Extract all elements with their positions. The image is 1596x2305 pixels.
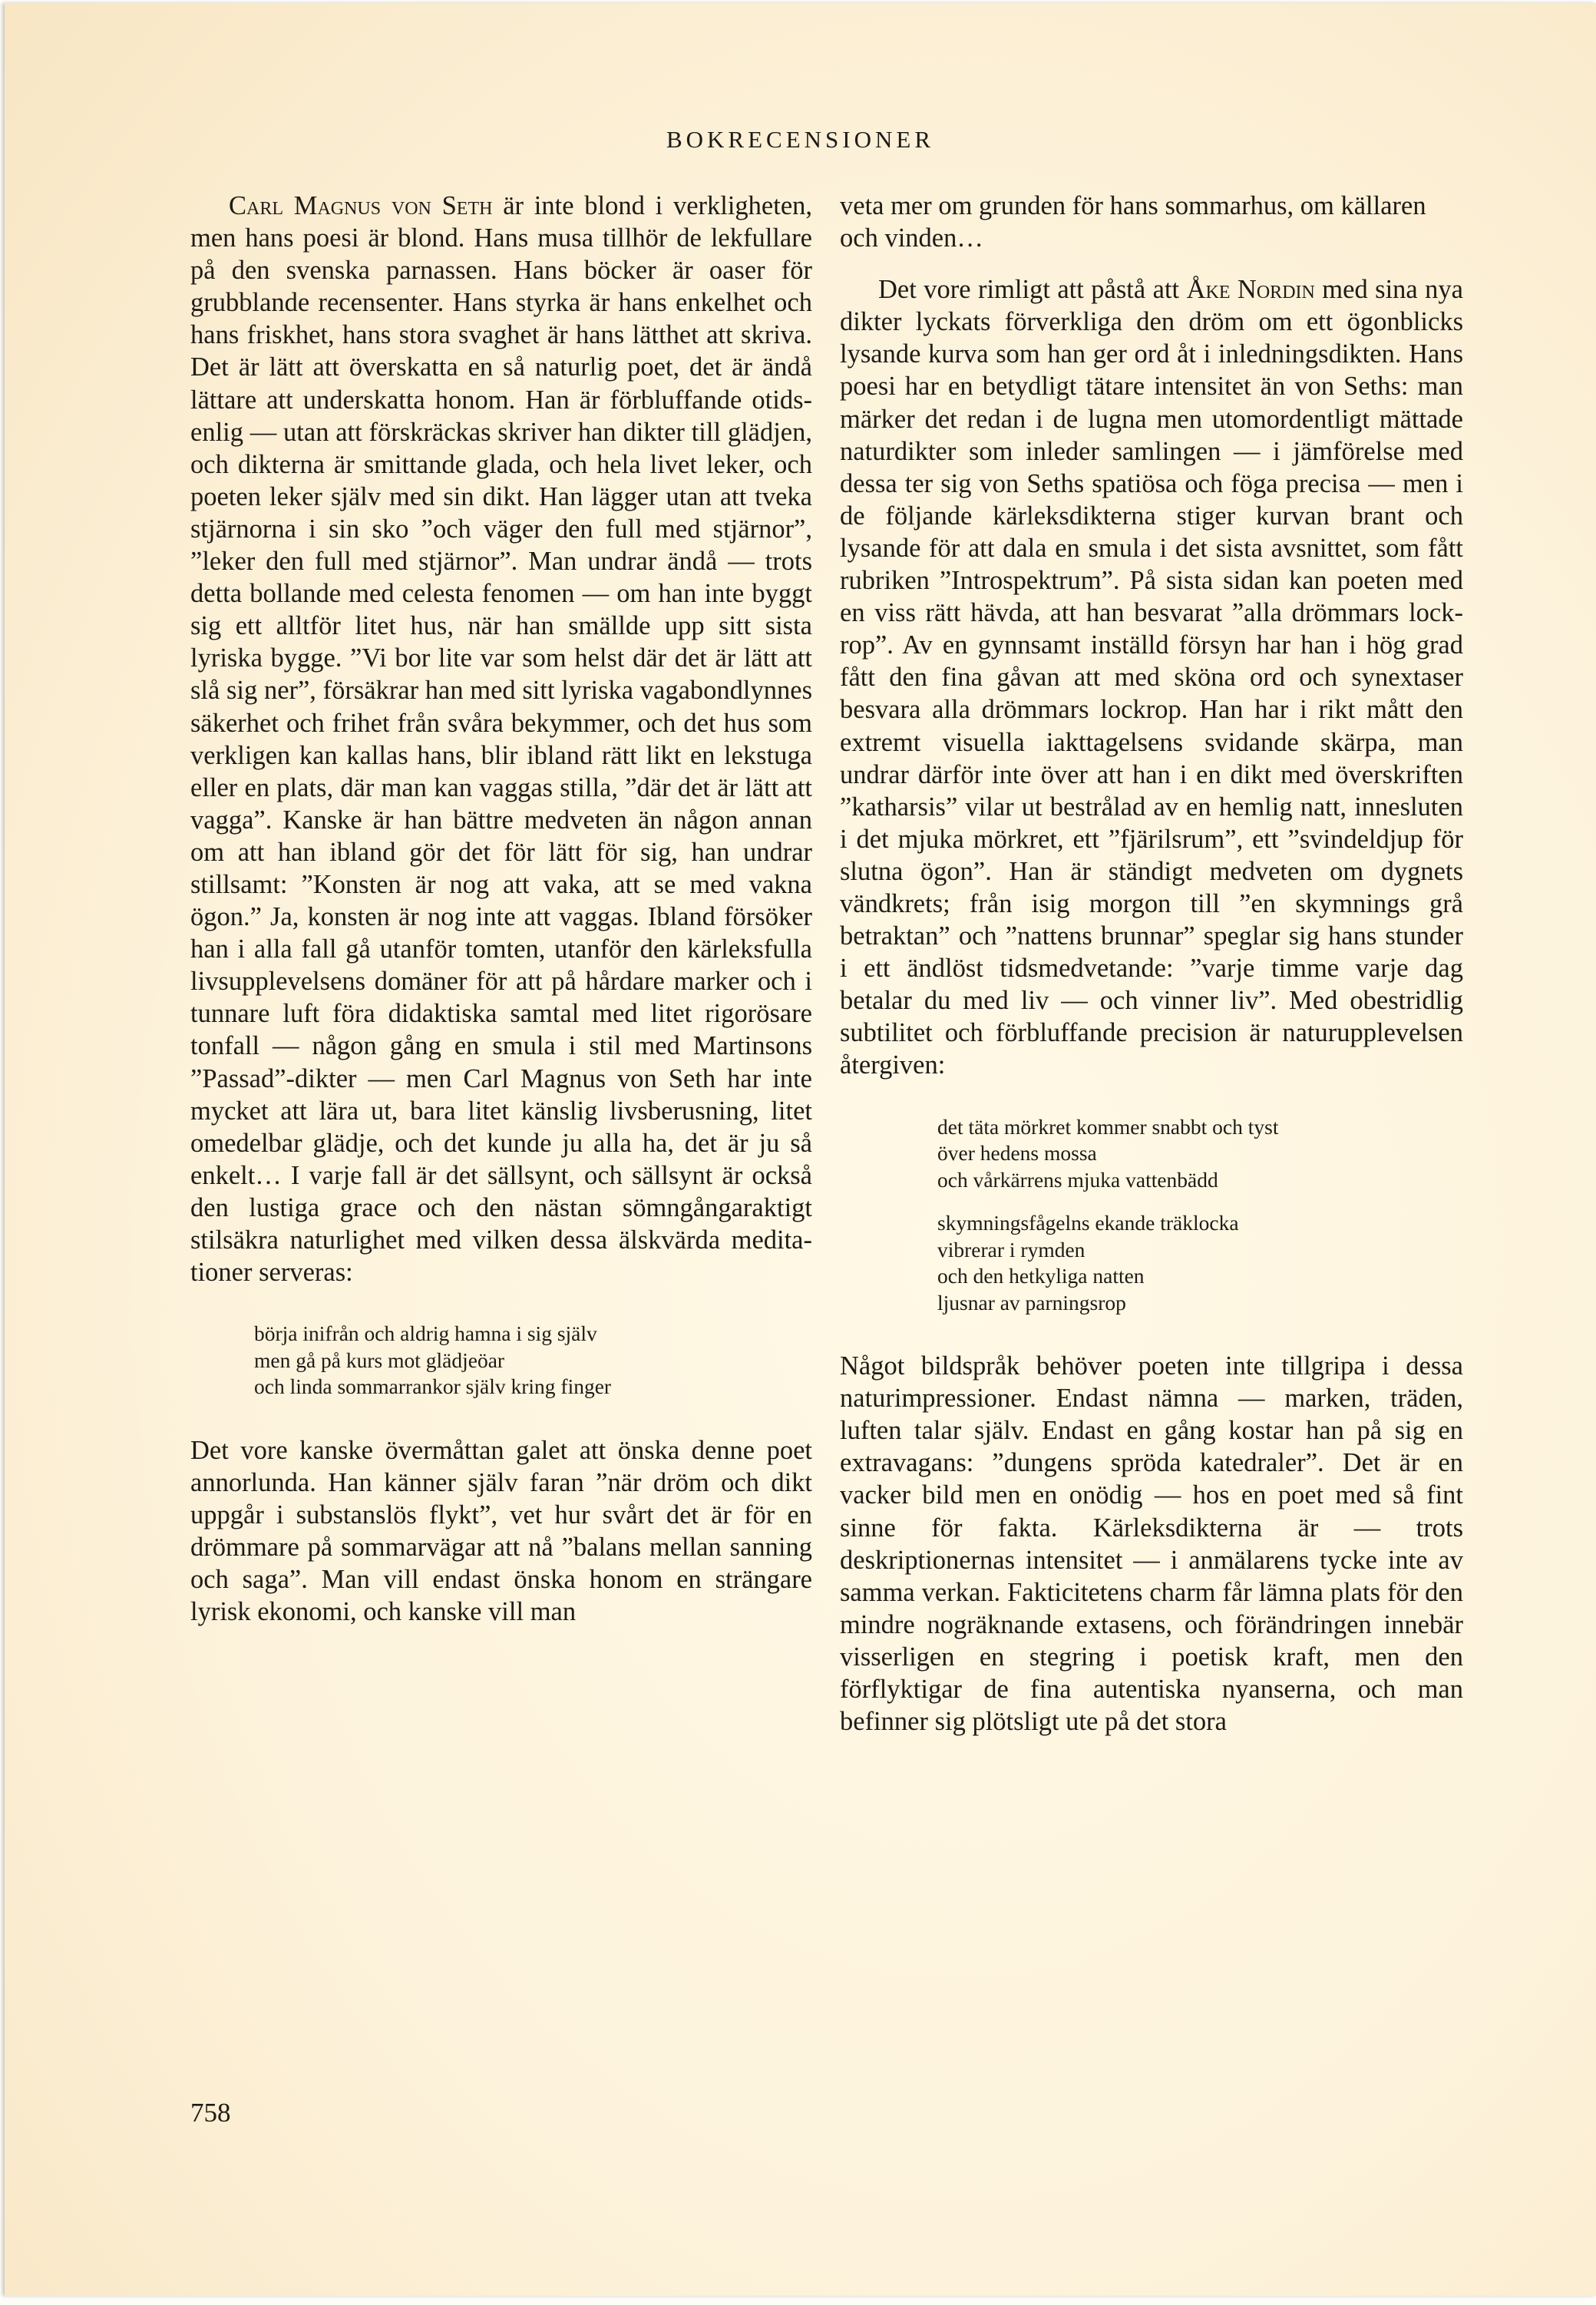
- author-name: Åke Nordin: [1186, 275, 1315, 305]
- poem-quote: [190, 1321, 812, 1401]
- poem-line: och linda sommarrankor själv kring finger: [254, 1374, 612, 1399]
- poem-quote: [840, 1114, 1463, 1317]
- poem-line: det täta mörkret kommer snabbt och tyst: [937, 1114, 1279, 1139]
- left-column: [190, 190, 812, 1628]
- poem-stanza: [937, 1210, 1463, 1316]
- poem-line: vibrerar i rymden: [937, 1237, 1085, 1262]
- poem-line: över hedens mossa: [937, 1141, 1097, 1166]
- poem-line: ljusnar av parningsrop: [937, 1290, 1126, 1315]
- paragraph: Det vore kanske övermåttan galet att önska denne poet annorlunda. Han känner själv faran ”när dröm och dikt uppgår i substanslös flykt”, vet hur svårt det är för en drömmare på sommarvägar att nå ”balans mellan sanning och saga”. Man vill endast önska honom en strängare lyrisk ekonomi, och kanske vill man: [190, 1435, 812, 1627]
- poem-stanza: [254, 1321, 812, 1401]
- author-name: Carl Magnus von Seth: [229, 191, 493, 220]
- paragraph: [840, 273, 1463, 1081]
- paragraph: veta mer om grunden för hans sommarhus, om källaren och vinden…: [840, 191, 1426, 253]
- poem-line: men gå på kurs mot glädjeöar: [254, 1348, 505, 1372]
- right-column: [840, 190, 1463, 1738]
- paragraph: [190, 190, 812, 1288]
- poem-line: och den hetkyliga natten: [937, 1264, 1145, 1288]
- paragraph: Något bildspråk behöver poeten inte tillgripa i dessa naturimpressioner. Endast nämna — marken, träden, luften talar själv. Endast en gång kostar han på sig en extravagans: ”dungens spröda katedraler”. Det är en vacker bild men en onödig — hos en poet med så fint sinne för fakta. Kärleksdikterna är — trots deskriptionernas intensitet — i anmälarens tycke inte av samma verkan. Fakticitetens charm får lämna plats för den mindre nogräknande extasens, och förändringen innebär visserligen en stegring i poetisk kraft, men den förflyktigar de fina autentiska nyanserna, och man befinner sig plötsligt ute på det stora: [840, 1351, 1463, 1737]
- page-number: 758: [190, 2098, 231, 2128]
- paragraph-text: Det vore rimligt att påstå att: [878, 275, 1187, 305]
- poem-line: börja inifrån och aldrig hamna i sig själv: [254, 1321, 597, 1346]
- paragraph-text: är inte blond i verkligheten, men hans poesi är blond. Hans musa tillhör de lekfullare på den svenska parnassen. Hans böcker är oaser för grubblande recensenter. Hans styrka är hans enkelhet och hans friskhet, hans stora svaghet är hans lätthet att skriva. Det är lätt att överskatta en så naturlig poet, det är ändå lättare att underskatta honom. Han är förbluffande otidsenlig — utan att förskräckas skriver han dikter till glädjen, och dikterna är smittande glada, och hela livet leker, och poeten leker själv med sin dikt. Han lägger utan att tveka stjärnorna i sin sko ”och väger den full med stjärnor”, ”leker den full med stjärnor”. Man undrar ändå — trots detta bollande med celesta fenomen — om han inte byggt sig ett alltför litet hus, när han smällde upp sitt sista lyriska bygge. ”Vi bor lite var som helst där det är lätt att slå sig ner”, försäkrar han med sitt lyriska vagabondlynnes säkerhet och frihet från svåra bekymmer, och det hus som verkligen kan kallas hans, blir ibland rätt likt en lekstuga eller en plats, där man kan vaggas stilla, ”där det är lätt att vagga”. Kanske är han bättre medveten än någon annan om att han ibland gör det för lätt för sig, han undrar stillsamt: ”Konsten är nog att vaka, att se med vakna ögon.” Ja, konsten är nog inte att vaggas. Ibland försöker han i alla fall gå utanför tomten, utanför den kärleksfulla livsupplevelsens domäner för att på hårdare marker och i tunnare luft föra didaktiska samtal med litet rigorösare tonfall — någon gång en smula i stil med Martinsons ”Passad”-dikter — men Carl Magnus von Seth har inte mycket att lära ut, bara litet känslig livsberusning, litet omedelbar glädje, och det kunde ju alla ha, det är ju så enkelt… I varje fall är det sällsynt, och sällsynt är också den lustiga grace och den nästan sömngångaraktigt stilsäkra naturlighet med vilken dessa älskvärda meditationer serveras:: [190, 191, 813, 1288]
- running-head: BOKRECENSIONER: [666, 126, 934, 153]
- poem-line: och vårkärrens mjuka vattenbädd: [937, 1167, 1218, 1192]
- page: [5, 3, 1596, 2296]
- poem-stanza: [937, 1114, 1463, 1194]
- paragraph-text: med sina nya dikter lyckats förverkliga den dröm om ett ögonblicks lysande kurva som han ger ord åt i inledningsdikten. Hans poesi har en betydligt tätare intensitet än von Seths: man märker det redan i de lugna men utomordentligt mättade naturdikter som inleder samlingen — i jämförelse med dessa ter sig von Seths spatiösa och föga precisa — men i de följande kärleksdikterna stiger kurvan brant och lysande för att dala en smula i det sista avsnittet, som fått rubriken ”Introspektrum”. På sista sidan kan poeten med en viss rätt hävda, att han besvarat ”alla drömmars lockrop”. Av en gynnsamt inställd försyn har han i hög grad fått den fina gåvan att med sköna ord och synextaser besvara alla drömmars lockrop. Han har i rikt mått den extremt visuella iakttagelsens svidande skärpa, man undrar därför inte över att han i en dikt med överskriften ”katharsis” vilar ut bestrålad av en hemlig natt, innesluten i det mjuka mörkret, ett ”fjärilsrum”, ett ”svindeldjup för slutna ögon”. Han är ständigt medveten om dygnets vändkrets; från isig morgon till ”en skymnings grå betraktan” och ”nattens brunnar” speglar sig hans stunder i ett ändlöst tidsmedvetande: ”varje timme varje dag betalar du med liv — och vinner liv”. Med obestridlig subtilitet och förbluffande precision är naturupplevelsen återgiven:: [840, 275, 1463, 1080]
- poem-line: skymningsfågelns ekande träklocka: [937, 1211, 1239, 1235]
